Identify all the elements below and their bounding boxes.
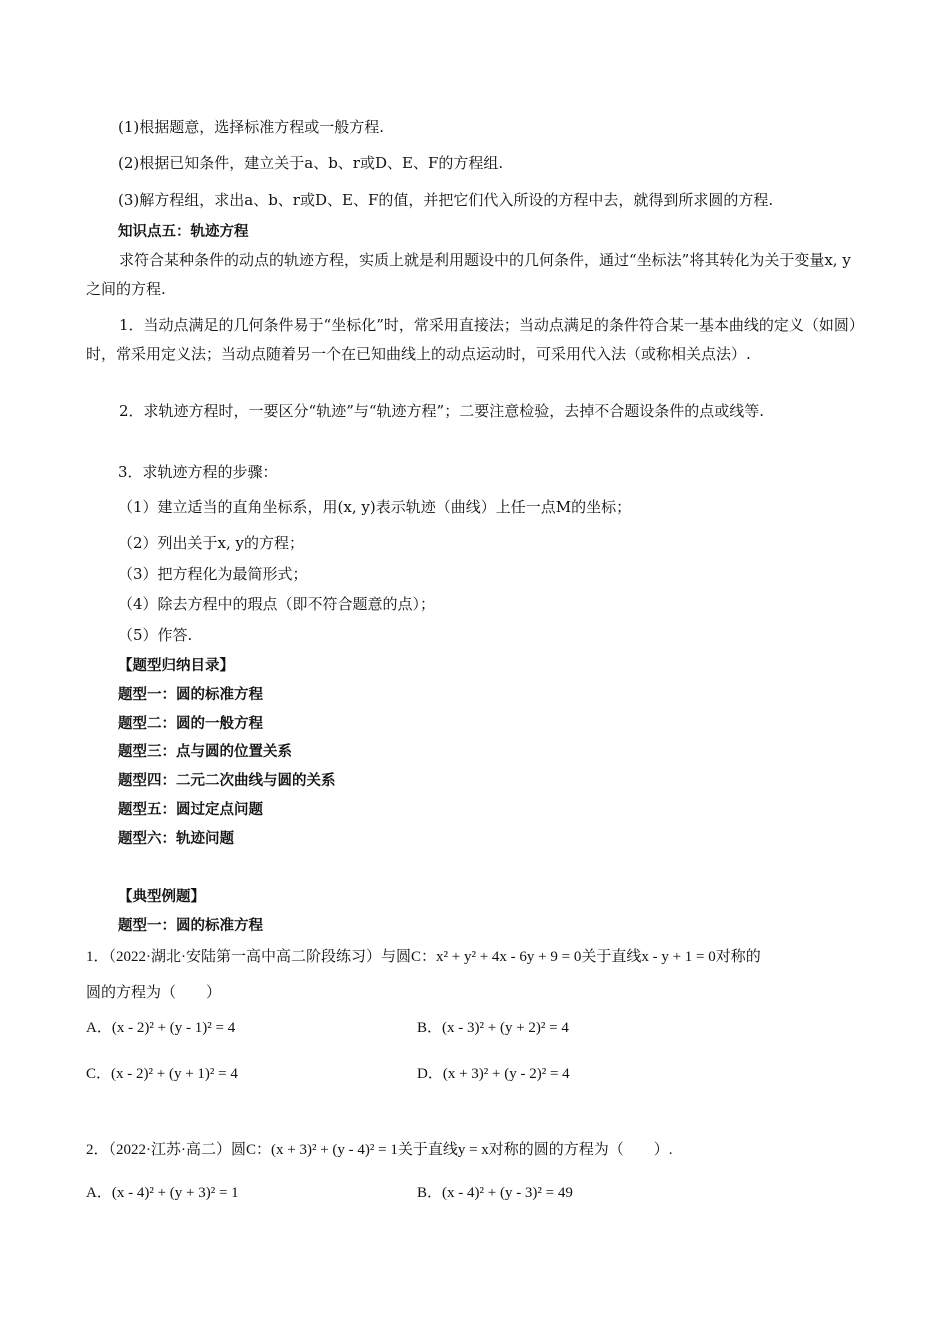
example-type-1-heading: 题型一：圆的标准方程 — [118, 918, 263, 934]
kp5-step-2: （2）列出关于x, y的方程； — [118, 534, 305, 552]
catalog-heading: 【题型归纳目录】 — [118, 658, 234, 674]
question-1-stem-line-2: 圆的方程为（ ） — [86, 983, 222, 1001]
catalog-item: 题型六：轨迹问题 — [118, 831, 234, 847]
catalog-item: 题型五：圆过定点问题 — [118, 802, 263, 818]
catalog-item: 题型二：圆的一般方程 — [118, 716, 263, 732]
step-3: (3)解方程组，求出a、b、r或D、E、F的值，并把它们代入所设的方程中去，就得到所求圆的方程. — [118, 191, 774, 209]
step-2: (2)根据已知条件，建立关于a、b、r或D、E、F的方程组. — [118, 154, 504, 172]
kp5-intro — [86, 246, 864, 304]
question-1-stem: 1．（2022·湖北·安陆第一高中高二阶段练习）与圆C：x² + y² + 4x - 6y + 9 = 0关于直线x - y + 1 = 0对称的 — [86, 949, 761, 965]
question-1-option-c: C．(x - 2)² + (y + 1)² = 4 — [86, 1066, 238, 1082]
question-2-stem: 2．（2022·江苏·高二）圆C：(x + 3)² + (y - 4)² = 1关于直线y = x对称的圆的方程为（ ）. — [86, 1142, 673, 1158]
question-1-option-b: B．(x - 3)² + (y + 2)² = 4 — [417, 1020, 569, 1036]
kp5-step-1: （1）建立适当的直角坐标系，用(x, y)表示轨迹（曲线）上任一点M的坐标； — [118, 498, 632, 516]
kp5-paragraph-2-text: 2．求轨迹方程时，一要区分“轨迹”与“轨迹方程”；二要注意检验，去掉不合题设条件的点或线等. — [119, 402, 764, 420]
question-1-option-d: D．(x + 3)² + (y - 2)² = 4 — [417, 1066, 570, 1082]
kp5-paragraph-2 — [86, 397, 864, 426]
catalog-item: 题型一：圆的标准方程 — [118, 687, 263, 703]
examples-heading: 【典型例题】 — [118, 889, 205, 905]
section-heading-kp5: 知识点五：轨迹方程 — [118, 224, 249, 240]
catalog-item: 题型四：二元二次曲线与圆的关系 — [118, 773, 336, 789]
kp5-paragraph-1-text: 1．当动点满足的几何条件易于“坐标化”时，常采用直接法；当动点满足的条件符合某一基本曲线的定义（如圆）时，常采用定义法；当动点随着另一个在已知曲线上的动点运动时，可采用代入法（或称相关点法）. — [86, 316, 864, 363]
question-2-option-b: B．(x - 4)² + (y - 3)² = 49 — [417, 1185, 573, 1201]
kp5-step-4: （4）除去方程中的瑕点（即不符合题意的点）； — [118, 595, 436, 613]
step-1: (1)根据题意，选择标准方程或一般方程. — [118, 118, 385, 136]
kp5-paragraph-3: 3．求轨迹方程的步骤： — [118, 463, 278, 481]
question-1-option-a: A．(x - 2)² + (y - 1)² = 4 — [86, 1020, 236, 1036]
kp5-step-5: （5）作答. — [118, 626, 193, 644]
kp5-step-3: （3）把方程化为最简形式； — [118, 565, 308, 583]
kp5-intro-text: 求符合某种条件的动点的轨迹方程，实质上就是利用题设中的几何条件，通过“坐标法”将其转化为关于变量x, y之间的方程. — [86, 251, 851, 298]
question-2-option-a: A．(x - 4)² + (y + 3)² = 1 — [86, 1185, 239, 1201]
kp5-paragraph-1 — [86, 311, 864, 369]
catalog-item: 题型三：点与圆的位置关系 — [118, 744, 292, 760]
